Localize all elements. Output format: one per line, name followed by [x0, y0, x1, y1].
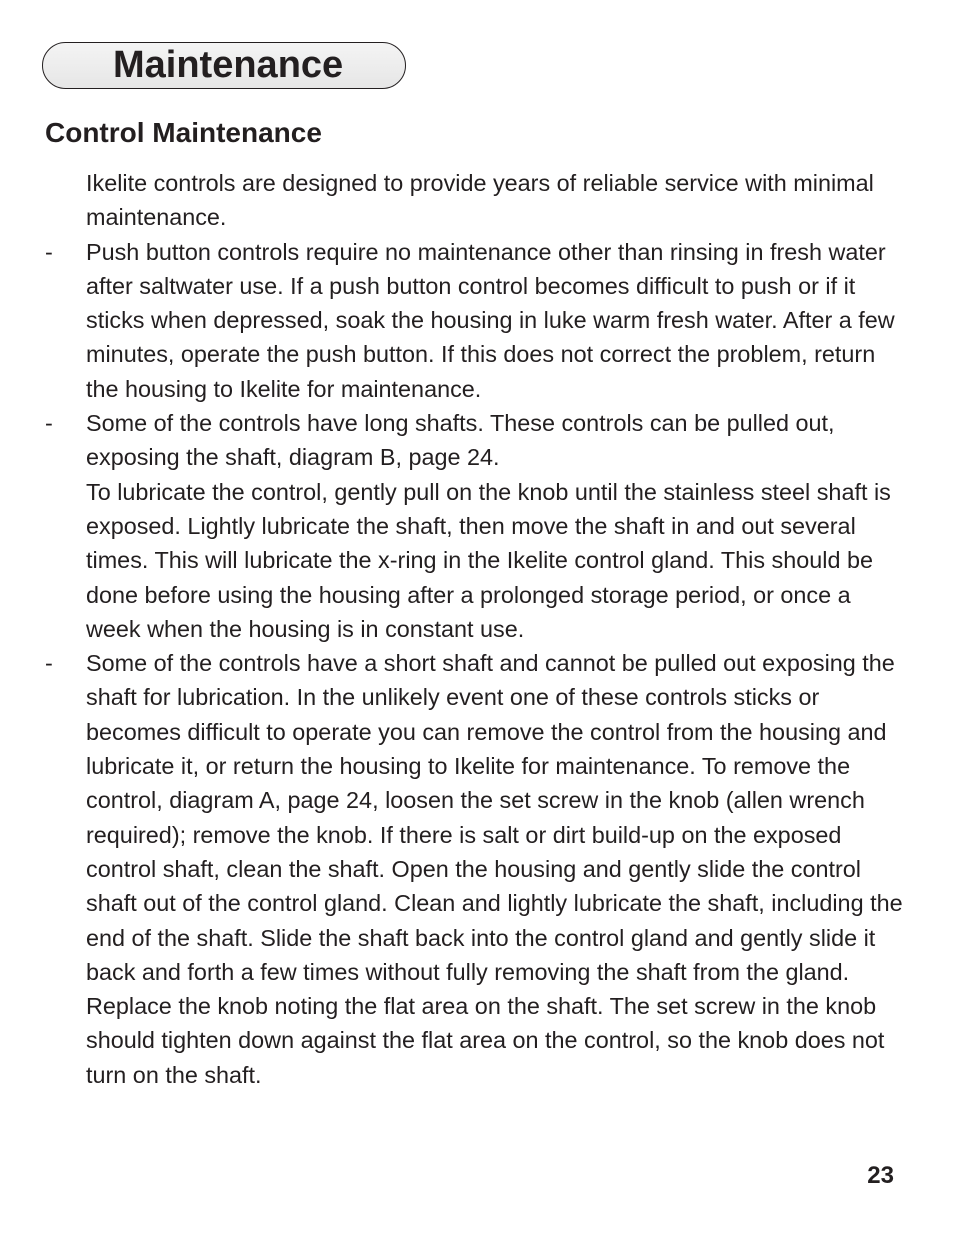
paragraph-text: To lubricate the control, gently pull on the knob until the stainless steel shaft is exposed. Lightly lubricate the shaft, then move the shaft in and out several times. This will lubricate the x-ring in the Ikelite control gland. This should be done before using the housing after a prolonged storage period, or once a week when the housing is in constant use. [86, 478, 891, 642]
list-item-push-button [45, 235, 905, 406]
page-title: Maintenance [113, 44, 344, 86]
lubrication-paragraph [45, 475, 905, 646]
list-item-long-shafts [45, 406, 905, 475]
paragraph-text: Some of the controls have long shafts. These controls can be pulled out, exposing the shaft, diagram B, page 24. [86, 410, 835, 471]
section-heading: Control Maintenance [45, 117, 322, 148]
list-bullet: - [45, 410, 53, 437]
paragraph-text: Ikelite controls are designed to provide years of reliable service with minimal maintenance. [86, 170, 874, 231]
paragraph-text: Some of the controls have a short shaft and cannot be pulled out exposing the shaft for lubrication. In the unlikely event one of these controls sticks or becomes difficult to operate you can remove the control from the housing and lubricate it, or return the housing to Ikelite for maintenance. To remove the control, diagram A, page 24, loosen the set screw in the knob (allen wrench required); remove the knob. If there is salt or dirt build-up on the exposed control shaft, clean the shaft. Open the housing and gently slide the control shaft out of the control gland. Clean and lightly lubricate the shaft, including the end of the shaft. Slide the shaft back into the control gland and gently slide it back and forth a few times without fully removing the shaft from the gland. Replace the knob noting the flat area on the shaft. The set screw in the knob should tighten down against the flat area on the control, so the knob does not turn on the shaft. [86, 650, 903, 1088]
intro-paragraph [45, 166, 905, 235]
list-bullet: - [45, 238, 53, 265]
body-text [45, 166, 905, 1092]
list-bullet: - [45, 650, 53, 677]
paragraph-text: Push button controls require no maintenance other than rinsing in fresh water after saltwater use. If a push button control becomes difficult to push or if it sticks when depressed, soak the housing in luke warm fresh water. After a few minutes, operate the push button. If this does not correct the problem, return the housing to Ikelite for maintenance. [86, 238, 895, 402]
page-number: 23 [867, 1162, 894, 1189]
list-item-short-shaft [45, 646, 905, 1092]
section-title-tab [42, 42, 406, 89]
